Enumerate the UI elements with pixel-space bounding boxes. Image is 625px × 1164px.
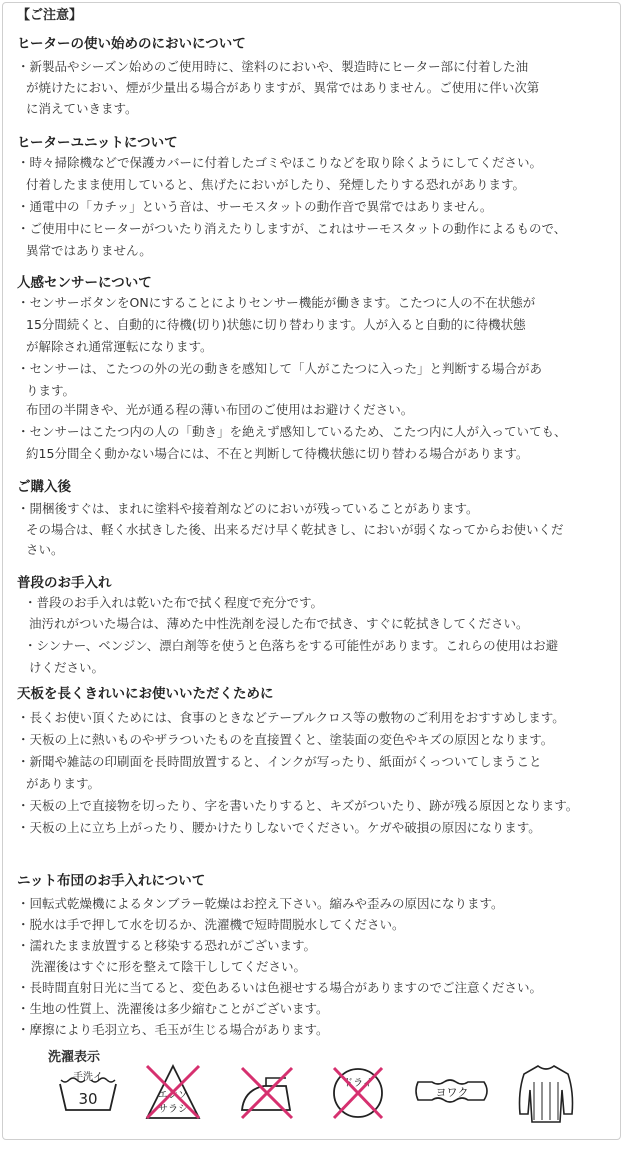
text-line: が焼けたにおい、煙が少量出る場合がありますが、異常ではありません。ご使用に伴い次第 (26, 80, 540, 95)
no-dry-clean-icon (328, 1064, 388, 1122)
text-line: ・天板の上で直接物を切ったり、字を書いたりすると、キズがついたり、跡が残る原因となります。 (17, 798, 579, 813)
text-line: けください。 (29, 660, 105, 675)
text-line: 約15分間全く動かない場合には、不在と判断して待機状態に切り替わる場合があります。 (26, 446, 529, 461)
text-line: 油汚れがついた場合は、薄めた中性洗剤を浸した布で拭き、すぐに乾拭きしてください。 (29, 616, 529, 631)
text-line: ・センサーボタンをONにすることによりセンサー機能が働きます。こたつに人の不在状態が (17, 295, 536, 310)
text-line: ・センサーは、こたつの外の光の動きを感知して「人がこたつに入った」と判断する場合があ (17, 361, 543, 376)
text-line: ・生地の性質上、洗濯後は多少縮むことがございます。 (17, 1001, 329, 1016)
text-line: ・新聞や雑誌の印刷面を長時間放置すると、インクが写ったり、紙面がくっついてしまうこと (17, 754, 542, 769)
text-line: ・開梱後すぐは、まれに塗料や接着剤などのにおいが残っていることがあります。 (17, 501, 479, 516)
section-heading-heater-unit: ヒーターユニットについて (17, 135, 178, 151)
text-line: ・シンナー、ベンジン、漂白剤等を使うと色落ちをする可能性があります。これらの使用はお避 (24, 638, 559, 653)
text-line: ・長くお使い頂くためには、食事のときなどテーブルクロス等の敷物のご利用をおすすめします。 (17, 710, 565, 725)
text-line: ・通電中の「カチッ」という音は、サーモスタットの動作音で異常ではありません。 (17, 199, 493, 214)
bleach-text: エンソ (158, 1090, 188, 1101)
wash-care-label: 洗濯表示 (48, 1050, 101, 1065)
hand-wash-text: 手洗イ (73, 1072, 103, 1083)
text-line: ・回転式乾燥機によるタンブラー乾燥はお控え下さい。縮みや歪みの原因になります。 (17, 896, 504, 911)
section-heading-motion-sensor: 人感センサーについて (17, 275, 152, 291)
notice-header: 【ご注意】 (17, 8, 83, 23)
section-heading-heater-smell: ヒーターの使い始めのにおいについて (17, 36, 246, 52)
bleach-text: サラシ (158, 1104, 188, 1115)
text-line: ・脱水は手で押して水を切るか、洗濯機で短時間脱水してください。 (17, 917, 405, 932)
text-line: ・天板の上に立ち上がったり、腰かけたりしないでください。ケガや破損の原因になります。 (17, 820, 541, 835)
text-line: ・摩擦により毛羽立ち、毛玉が生じる場合があります。 (17, 1022, 329, 1037)
gentle-wring-icon (412, 1074, 492, 1108)
hand-wash-30-icon (55, 1066, 121, 1118)
text-line: ・濡れたまま放置すると移染する恐れがございます。 (17, 938, 317, 953)
text-line: さい。 (26, 542, 64, 557)
text-line: が解除され通常運転になります。 (26, 339, 213, 354)
text-line: ・センサーはこたつ内の人の「動き」を絶えず感知しているため、こたつ内に人が入っていても、 (17, 424, 567, 439)
text-line: があります。 (26, 776, 101, 791)
text-line: ・天板の上に熱いものやザラついたものを直接置くと、塗装面の変色やキズの原因となります。 (17, 732, 554, 747)
section-heading-daily-care: 普段のお手入れ (17, 575, 112, 591)
text-line: 付着したまま使用していると、焦げたにおいがしたり、発煙したりする恐れがあります。 (26, 177, 526, 192)
section-heading-tabletop-care: 天板を長くきれいにお使いいただくために (17, 686, 274, 702)
text-line: 布団の半開きや、光が通る程の薄い布団のご使用はお避けください。 (26, 402, 414, 417)
text-line: その場合は、軽く水拭きした後、出来るだけ早く乾拭きし、においが弱くなってからお使いくだ (26, 522, 564, 537)
hang-dry-shade-icon (512, 1062, 580, 1126)
section-heading-after-purchase: ご購入後 (17, 479, 71, 495)
wring-text: ヨワク (435, 1086, 469, 1099)
text-line: ・ご使用中にヒーターがついたり消えたりしますが、これはサーモスタットの動作によるもので、 (17, 221, 567, 236)
no-iron-icon (236, 1066, 296, 1120)
text-line: ・時々掃除機などで保護カバーに付着したゴミやほこりなどを取り除くようにしてください。 (17, 155, 543, 170)
text-line: に消えていきます。 (26, 101, 138, 116)
text-line: 洗濯後はすぐに形を整えて陰干ししてください。 (31, 959, 307, 974)
no-chlorine-bleach-icon (143, 1062, 203, 1122)
text-line: 異常ではありません。 (26, 243, 152, 258)
text-line: ・長時間直射日光に当てると、変色あるいは色褪せする場合がありますのでご注意ください。 (17, 980, 543, 995)
text-line: ります。 (26, 383, 76, 398)
text-line: 15分間続くと、自動的に待機(切り)状態に切り替わります。人が入ると自動的に待機状態 (26, 317, 526, 332)
text-line: ・新製品やシーズン始めのご使用時に、塗料のにおいや、製造時にヒーター部に付着した油 (17, 59, 529, 74)
dry-clean-text: ドライ (343, 1078, 373, 1089)
text-line: ・普段のお手入れは乾いた布で拭く程度で充分です。 (24, 595, 324, 610)
wash-temperature: 30 (78, 1090, 98, 1108)
section-heading-knit-futon-care: ニット布団のお手入れについて (17, 873, 206, 889)
